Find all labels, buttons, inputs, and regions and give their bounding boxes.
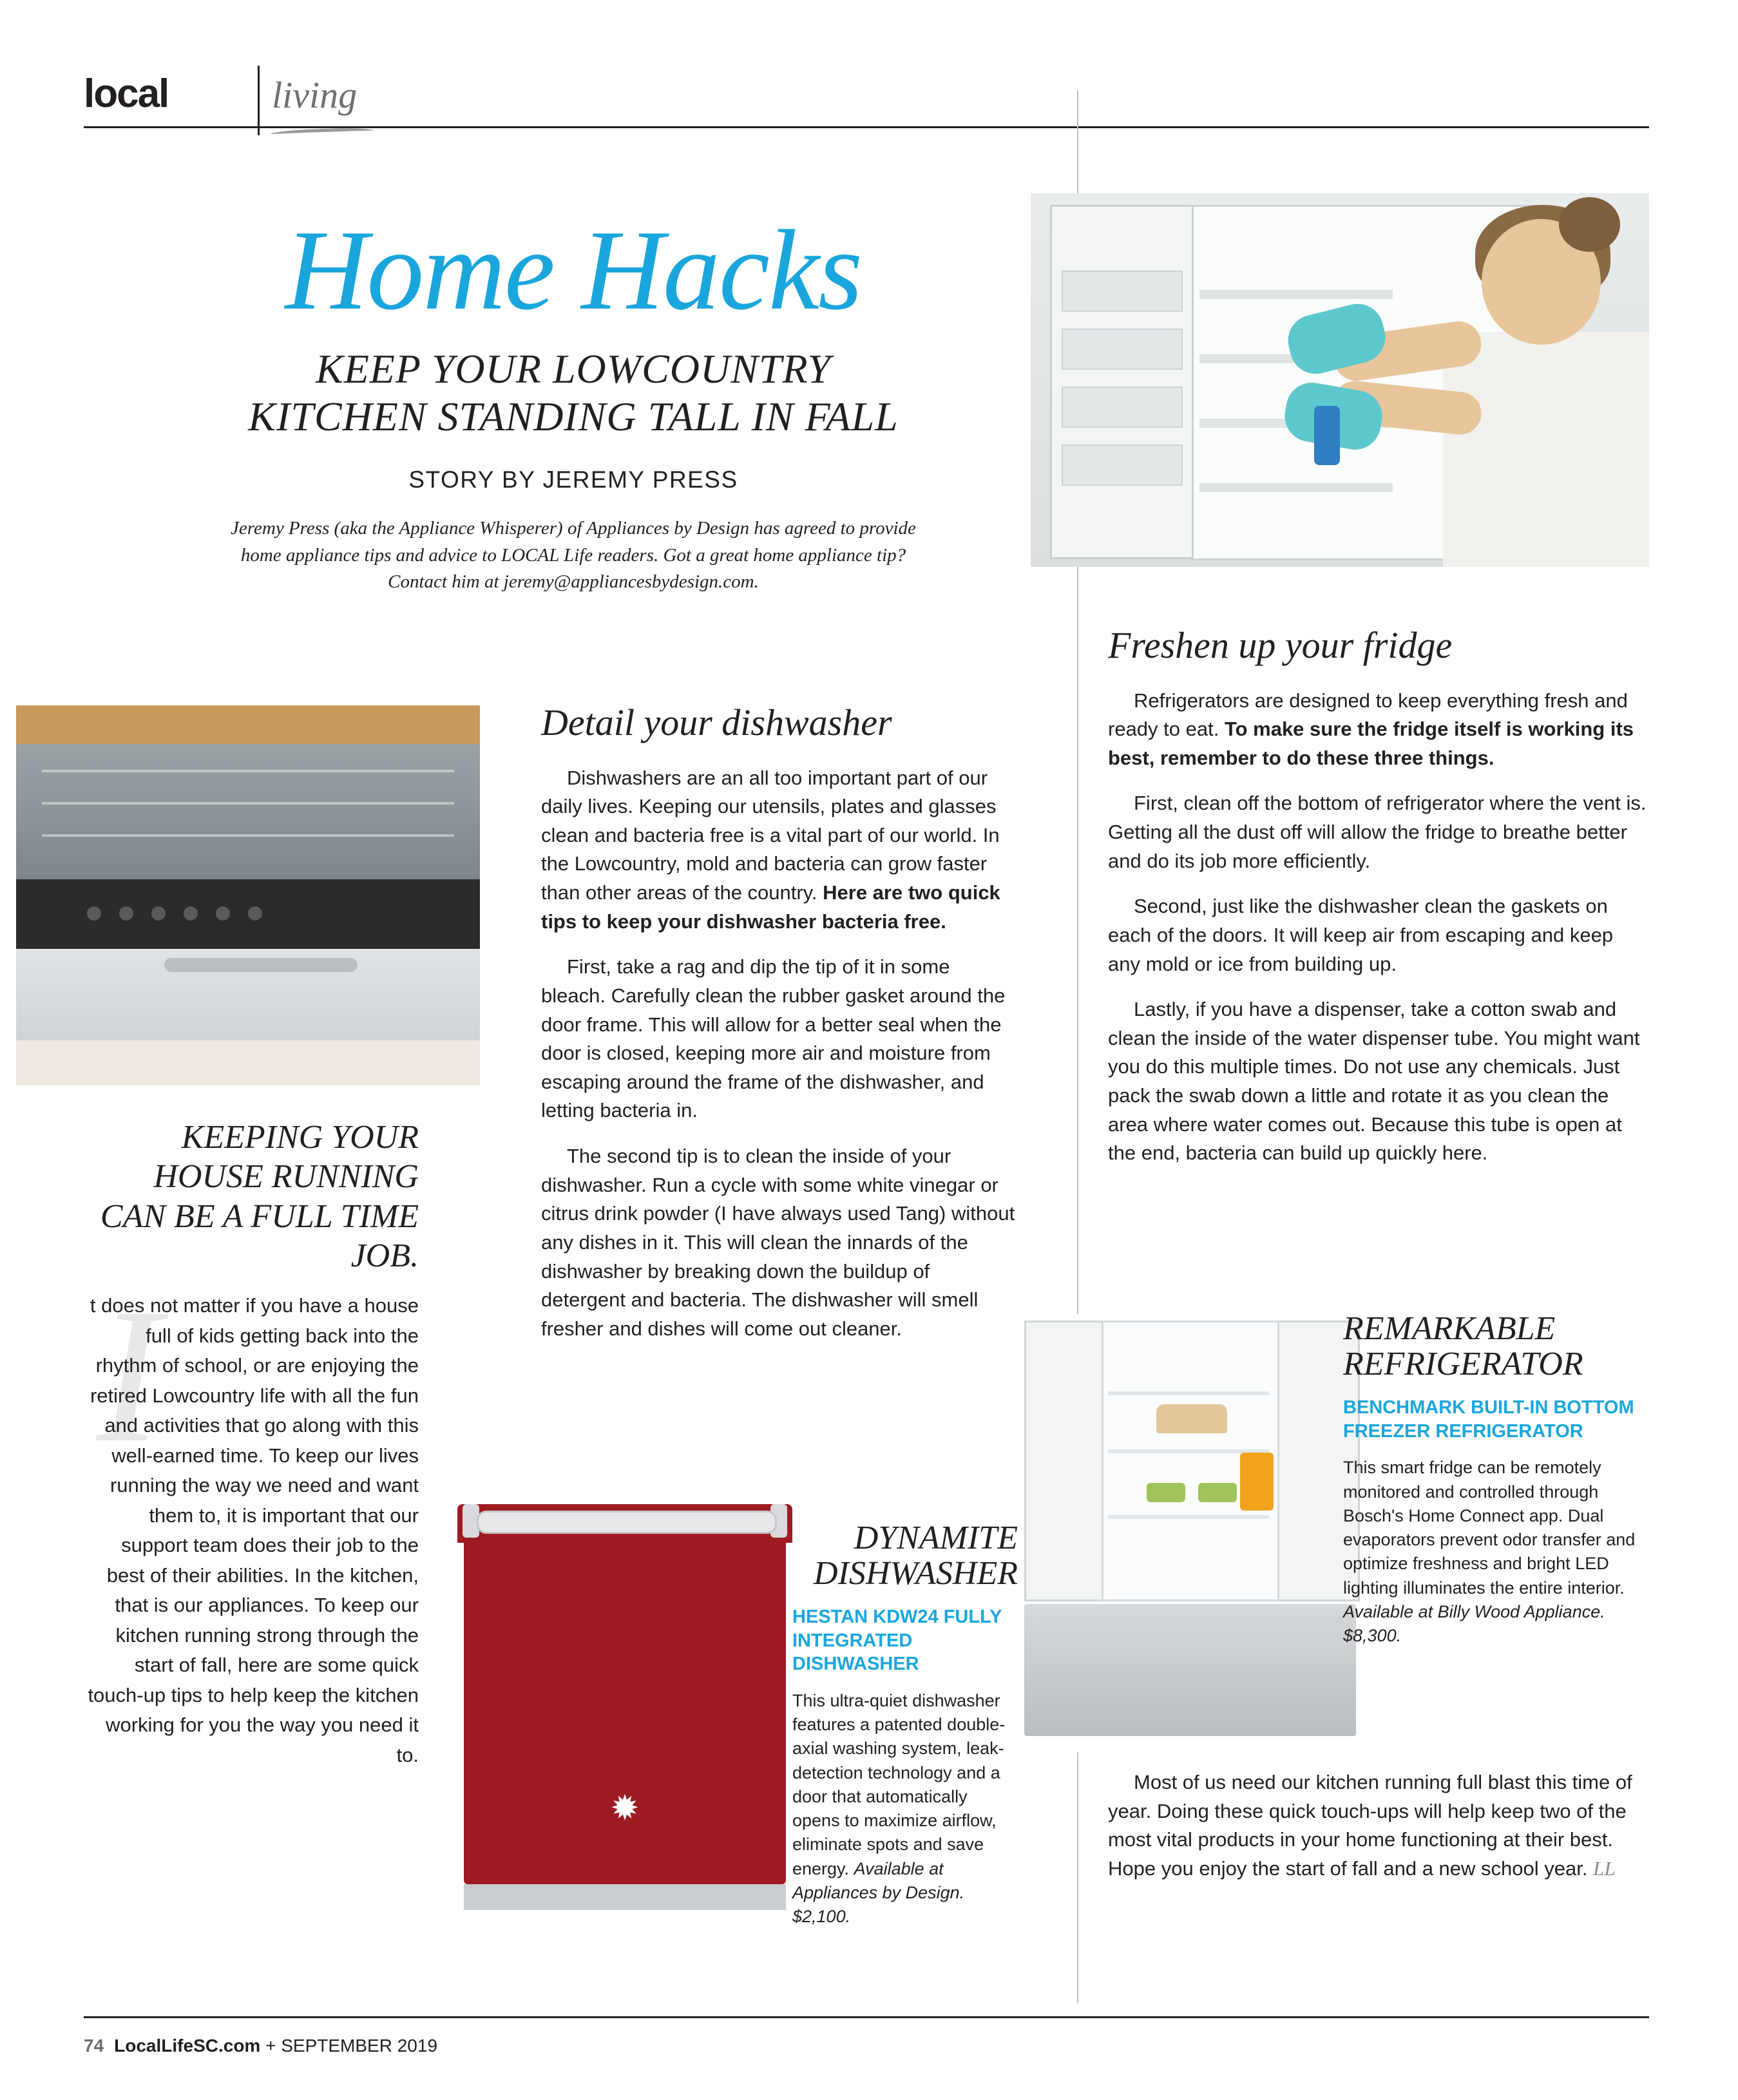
footer-folio — [84, 2036, 437, 2056]
closing-text: Most of us need our kitchen running full blast this time of year. Doing these quick touch-ups will help keep two of the most vital products in your home functioning at their best. Hope you enjoy the start of fall and a new school year. — [1108, 1771, 1632, 1880]
sidebar-dishwasher-title-line-1: DYNAMITE — [854, 1520, 1018, 1556]
closing-block — [1108, 1768, 1649, 1900]
website-label: LocalLifeSC.com — [114, 2036, 261, 2056]
sidebar-dishwasher-description: This ultra-quiet dishwasher features a patented double-axial washing system, leak-detection technology and a door that automatically opens to maximize airflow, eliminate spots and save energy. — [792, 1690, 1006, 1878]
subheadline-line-2: KITCHEN STANDING TALL IN FALL — [248, 394, 899, 440]
intro-body — [84, 1291, 419, 1770]
headline-block — [129, 206, 1018, 595]
fridge-section — [1108, 618, 1649, 1185]
byline: STORY BY JEREMY PRESS — [408, 466, 738, 493]
fridge-paragraph-3: Second, just like the dishwasher clean the gaskets on each of the doors. It will keep air from escaping and keep any mold or ice from building up. — [1108, 895, 1614, 975]
issue-label: + SEPTEMBER 2019 — [265, 2036, 438, 2056]
brand-logo: local — [84, 72, 169, 116]
header-rule — [84, 126, 1649, 128]
dishwasher-paragraph-2: First, take a rag and dip the tip of it in some bleach. Carefully clean the rubber gasket around the door frame. This will allow for a better seal when the door is closed, keeping more air and moisture from escaping around the frame of the dishwasher, and letting bacteria in. — [541, 955, 1006, 1122]
dishwasher-paragraph-3: The second tip is to clean the inside of your dishwasher. Run a cycle with some white vinegar or citrus drink powder (I have always used Tang) without any dishes in it. This will clean the innards of the dishwasher by breaking down the buildup of detergent and bacteria. The dishwasher will smell fresher and dishes will come out cleaner. — [541, 1145, 1015, 1340]
intro-paragraph: t does not matter if you have a house full of kids getting back into the rhythm of school, or are enjoying the retired Lowcountry life with all the fun and activities that go along with this well-earned time. To keep our lives running the way we need and want them to, it is important that our support team does their job to the best of their abilities. In the kitchen, that is our appliances. To keep our kitchen running strong through the start of fall, here are some quick touch-up tips to help keep the kitchen working for you the way you need it to. — [88, 1294, 419, 1766]
sidebar-fridge-title-line-1: REMARKABLE — [1343, 1310, 1556, 1347]
sidebar-dishwasher-body — [792, 1689, 1018, 1929]
fridge-paragraph-4: Lastly, if you have a dispenser, take a cotton swab and clean the inside of the water dispenser tube. You might want you do this multiple times. Do not use any chemicals. Just pack the swab down a little and rotate it as you clean the area where water comes out. Because this tube is open at the end, bacteria can build up quickly here. — [1108, 998, 1640, 1165]
logo-divider — [258, 66, 260, 135]
sidebar-fridge-title — [1343, 1311, 1646, 1382]
fridge-paragraph-2: First, clean off the bottom of refrigerator where the vent is. Getting all the dust off will allow the fridge to breathe better and do its job more efficiently. — [1108, 792, 1647, 872]
sidebar-dishwasher-title-line-2: DISHWASHER — [814, 1555, 1018, 1592]
end-mark: LL — [1593, 1857, 1616, 1880]
decorative-dropcap: I — [97, 1268, 161, 1482]
photo-hestan-dishwasher: ✹ — [444, 1485, 805, 1923]
sidebar-dishwasher-availability: Available at Appliances by Design. $2,100. — [792, 1858, 965, 1927]
sidebar-fridge-product: BENCHMARK BUILT-IN BOTTOM FREEZER REFRIGERATOR — [1343, 1397, 1634, 1442]
page-title: Home Hacks — [285, 206, 862, 334]
photo-bosch-refrigerator — [1018, 1314, 1366, 1752]
swash-decoration — [271, 127, 374, 138]
subheadline-line-1: KEEP YOUR LOWCOUNTRY — [316, 346, 831, 392]
dishwasher-paragraph-1 — [541, 764, 1018, 937]
fridge-p1-text: Refrigerators are designed to keep everything fresh and ready to eat. — [1108, 689, 1628, 741]
sidebar-remarkable-refrigerator — [1343, 1311, 1646, 1648]
fridge-p1-bold: To make sure the fridge itself is working its best, remember to do these three things. — [1108, 718, 1634, 769]
sidebar-fridge-description: This smart fridge can be remotely monitored and controlled through Bosch's Home Connect app. Dual evaporators prevent odor transfer and optimize freshness and bright LED lighting illuminates the entire interior. — [1343, 1458, 1636, 1598]
dishwasher-p1-text: Dishwashers are an all too important part of our daily lives. Keeping our utensils, plates and glasses clean and bacteria free is a vital part of our world. In the Lowcountry, mold and bacteria can grow faster than other areas of the country. — [541, 766, 1000, 904]
deck-text: Jeremy Press (aka the Appliance Whisperer) of Appliances by Design has agreed to provide home appliance tips and advice to LOCAL Life readers. Got a great home appliance tip? Contact him at jeremy@appliancesbydesign.com. — [231, 518, 916, 592]
sidebar-fridge-body — [1343, 1456, 1646, 1648]
footer-rule — [84, 2016, 1649, 2018]
sidebar-fridge-title-line-2: REFRIGERATOR — [1343, 1346, 1583, 1383]
dishwasher-section — [541, 696, 1018, 1360]
sidebar-dishwasher-product: HESTAN KDW24 FULLY INTEGRATED DISHWASHER — [792, 1607, 1002, 1675]
closing-paragraph — [1108, 1768, 1649, 1884]
brand-sublabel: living — [272, 74, 358, 116]
masthead — [84, 71, 1649, 129]
sidebar-dynamite-dishwasher — [792, 1520, 1018, 1929]
page-number: 74 — [84, 2036, 104, 2056]
pullquote-text: KEEPING YOUR HOUSE RUNNING CAN BE A FULL TIME JOB. — [100, 1119, 419, 1275]
sidebar-fridge-availability: Available at Billy Wood Appliance. $8,300. — [1343, 1601, 1605, 1646]
pullquote-block — [84, 1118, 419, 1770]
photo-open-dishwasher — [16, 705, 480, 1085]
dishwasher-section-title: Detail your dishwasher — [541, 702, 892, 743]
subheadline — [129, 345, 1018, 441]
dishwasher-p1-bold: Here are two quick tips to keep your dishwasher bacteria free. — [541, 881, 1000, 933]
fridge-paragraph-1 — [1108, 687, 1649, 773]
photo-woman-cleaning-fridge — [1031, 193, 1649, 567]
sidebar-dishwasher-title — [792, 1520, 1018, 1591]
fridge-section-title: Freshen up your fridge — [1108, 624, 1453, 666]
